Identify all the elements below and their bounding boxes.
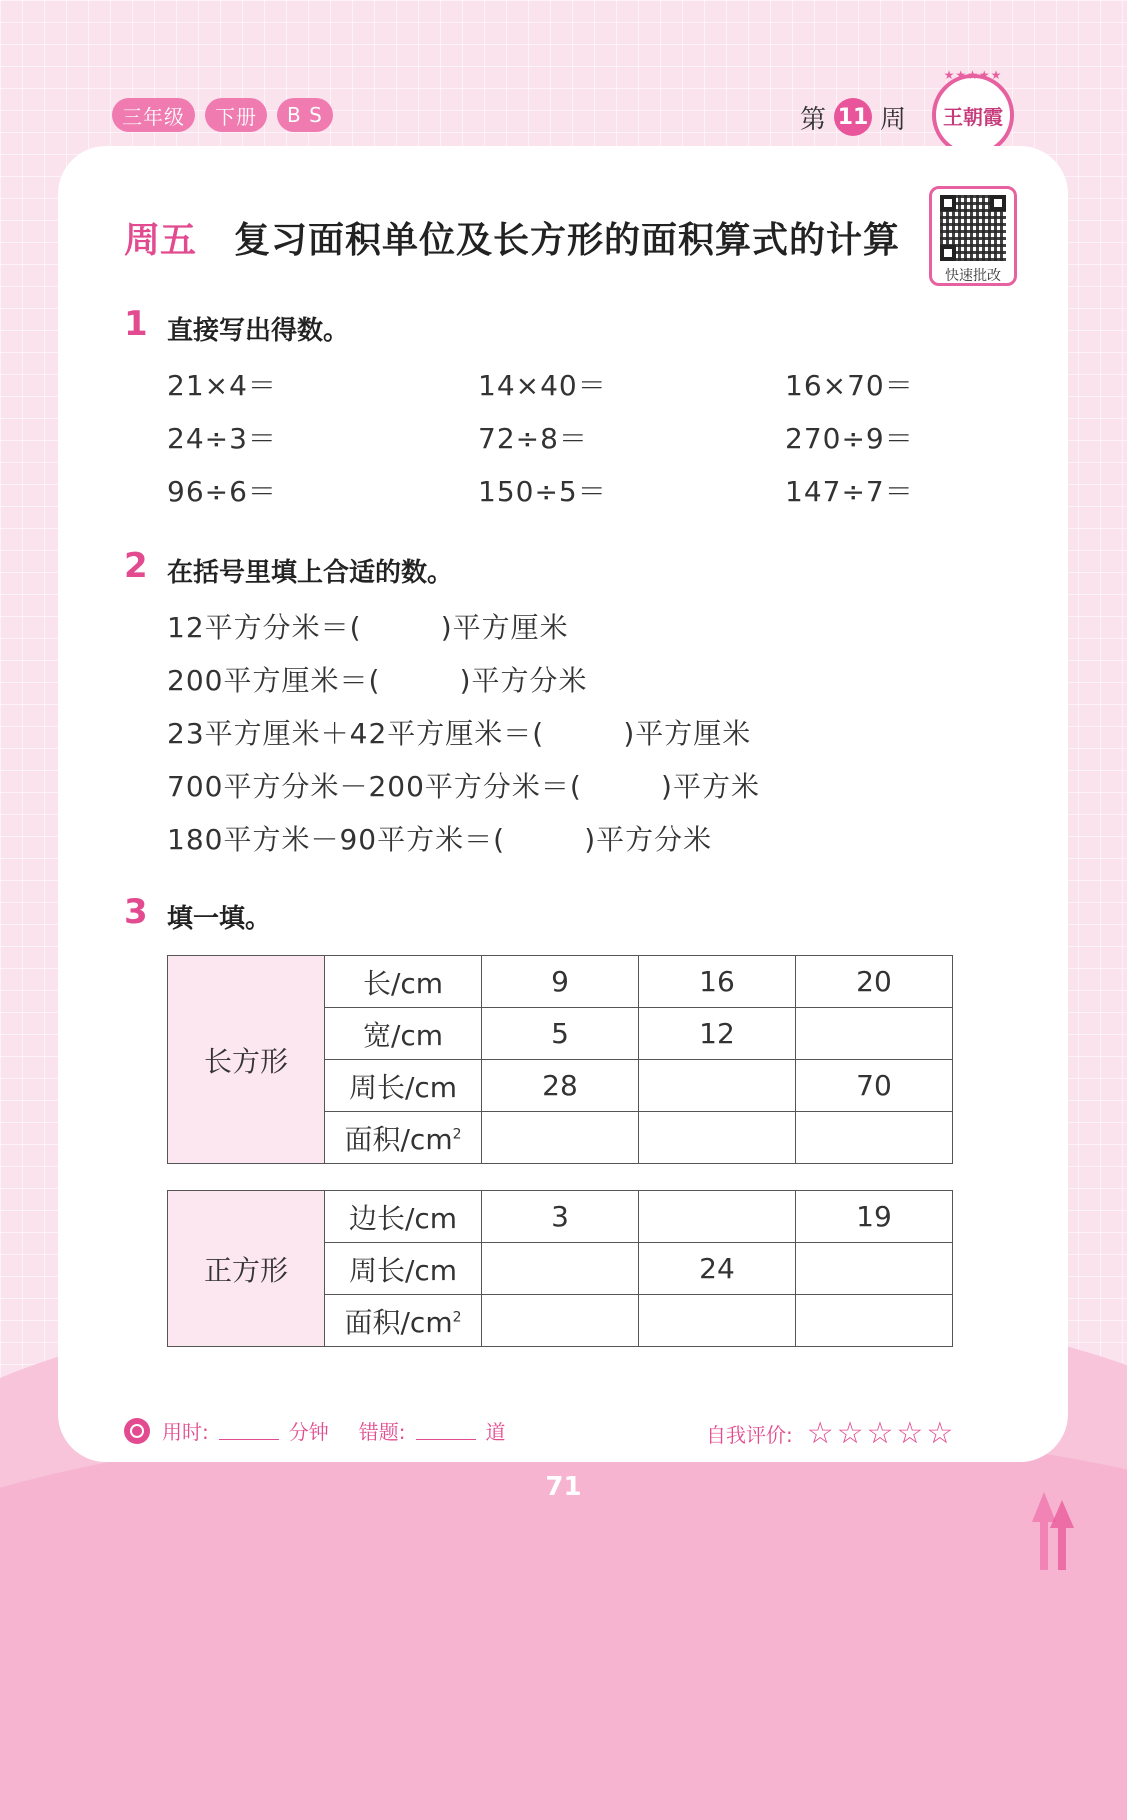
qr-corner-icon xyxy=(940,245,956,261)
week-prefix: 第 xyxy=(800,104,827,135)
badge-stars-icon: ★★★★★ xyxy=(943,68,1003,82)
rating-stars[interactable]: ☆☆☆☆☆ xyxy=(806,1416,957,1451)
calc-item: 14×40＝ xyxy=(478,369,607,402)
row-label xyxy=(325,1112,482,1164)
table-cell: 20 xyxy=(796,956,953,1008)
calc-item: 24÷3＝ xyxy=(167,422,277,455)
rectangle-table xyxy=(167,955,953,1164)
calc-item: 72÷8＝ xyxy=(478,422,588,455)
qr-corner-icon xyxy=(990,195,1006,211)
table-cell: 3 xyxy=(482,1191,639,1243)
area-label: 面积/cm xyxy=(344,1122,453,1156)
self-eval-label: 自我评价: xyxy=(706,1423,793,1447)
question-number: 1 xyxy=(124,304,148,344)
fill-item: 700平方分米－200平方分米＝( )平方米 xyxy=(167,770,760,803)
week-indicator xyxy=(800,98,906,136)
row-label: 边长/cm xyxy=(325,1191,482,1243)
answer-cell[interactable] xyxy=(639,1191,796,1243)
brand-logo xyxy=(932,68,1014,156)
row-label: 周长/cm xyxy=(325,1243,482,1295)
square-table xyxy=(167,1190,953,1347)
self-evaluation xyxy=(706,1416,956,1451)
page-number: 71 xyxy=(545,1472,582,1502)
table-row xyxy=(168,1191,953,1243)
qr-label: 快速批改 xyxy=(945,268,1001,284)
lesson-title: 复习面积单位及长方形的面积算式的计算 xyxy=(234,220,901,261)
table-cell: 12 xyxy=(639,1008,796,1060)
table-cell: 9 xyxy=(482,956,639,1008)
row-label: 长/cm xyxy=(325,956,482,1008)
page-title xyxy=(124,212,900,263)
fill-item: 200平方厘米＝( )平方分米 xyxy=(167,664,588,697)
time-label: 用时: xyxy=(162,1420,209,1444)
fill-item: 23平方厘米＋42平方厘米＝( )平方厘米 xyxy=(167,717,752,750)
answer-cell[interactable] xyxy=(639,1060,796,1112)
rectangle-label: 长方形 xyxy=(168,956,325,1164)
fill-item: 180平方米－90平方米＝( )平方分米 xyxy=(167,823,713,856)
row-label: 周长/cm xyxy=(325,1060,482,1112)
table-cell: 70 xyxy=(796,1060,953,1112)
qr-corner-icon xyxy=(940,195,956,211)
time-unit: 分钟 xyxy=(288,1420,329,1444)
table-cell: 28 xyxy=(482,1060,639,1112)
answer-cell[interactable] xyxy=(482,1243,639,1295)
calc-item: 21×4＝ xyxy=(167,369,277,402)
qr-code-box[interactable] xyxy=(929,186,1017,286)
square-label: 正方形 xyxy=(168,1191,325,1347)
fill-item: 12平方分米＝( )平方厘米 xyxy=(167,611,569,644)
answer-cell[interactable] xyxy=(639,1112,796,1164)
superscript: 2 xyxy=(452,1309,462,1326)
time-blank[interactable] xyxy=(219,1421,279,1440)
answer-cell[interactable] xyxy=(796,1112,953,1164)
week-suffix: 周 xyxy=(880,104,907,135)
errors-blank[interactable] xyxy=(416,1421,476,1440)
calc-item: 147÷7＝ xyxy=(785,475,914,508)
calc-item: 270÷9＝ xyxy=(785,422,914,455)
errors-unit: 道 xyxy=(485,1420,506,1444)
book-tags xyxy=(112,98,333,132)
brand-logo-text: 王朝霞 xyxy=(943,104,1003,129)
answer-cell[interactable] xyxy=(639,1295,796,1347)
week-number: 11 xyxy=(834,98,872,136)
calc-item: 16×70＝ xyxy=(785,369,914,402)
volume-tag: 下册 xyxy=(205,98,267,132)
question-title: 在括号里填上合适的数。 xyxy=(167,558,454,588)
day-label: 周五 xyxy=(124,220,197,261)
table-cell: 5 xyxy=(482,1008,639,1060)
table-row xyxy=(168,956,953,1008)
table-cell: 16 xyxy=(639,956,796,1008)
calc-item: 150÷5＝ xyxy=(478,475,607,508)
edition-tag: B S xyxy=(277,98,333,132)
grade-tag: 三年级 xyxy=(112,98,195,132)
question-title: 直接写出得数。 xyxy=(167,316,350,346)
answer-cell[interactable] xyxy=(482,1295,639,1347)
area-label: 面积/cm xyxy=(344,1305,453,1339)
answer-cell[interactable] xyxy=(796,1295,953,1347)
calc-item: 96÷6＝ xyxy=(167,475,277,508)
table-cell: 24 xyxy=(639,1243,796,1295)
question-number: 3 xyxy=(124,892,148,932)
table-cell: 19 xyxy=(796,1191,953,1243)
answer-cell[interactable] xyxy=(796,1243,953,1295)
superscript: 2 xyxy=(452,1126,462,1143)
arrow-decoration-icon xyxy=(1030,1492,1080,1570)
stopwatch-icon xyxy=(124,1418,150,1444)
question-title: 填一填。 xyxy=(167,904,272,934)
answer-cell[interactable] xyxy=(482,1112,639,1164)
row-label: 宽/cm xyxy=(325,1008,482,1060)
question-number: 2 xyxy=(124,546,148,586)
answer-cell[interactable] xyxy=(796,1008,953,1060)
footer-record xyxy=(124,1416,506,1445)
row-label xyxy=(325,1295,482,1347)
errors-label: 错题: xyxy=(358,1420,406,1444)
